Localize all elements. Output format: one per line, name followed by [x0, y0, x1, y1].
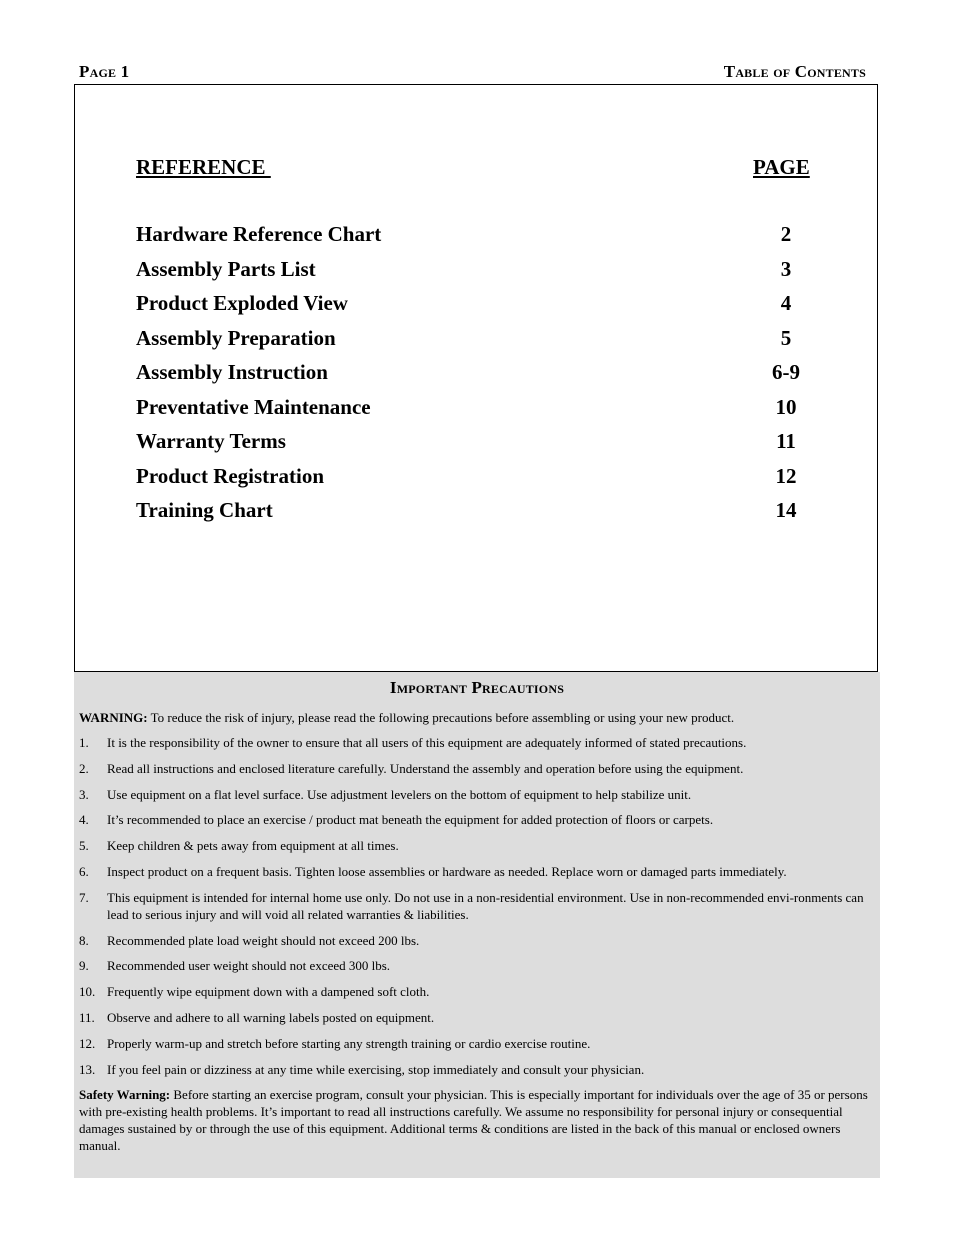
- toc-entry-page: 14: [775, 498, 797, 522]
- precaution-number: 11.: [79, 1009, 95, 1025]
- toc-entry: [136, 291, 836, 326]
- toc-entry-page: 10: [775, 394, 797, 419]
- toc-entry-page: 11: [776, 429, 796, 453]
- precaution-text: Properly warm-up and stretch before starting any strength training or cardio exercise routine.: [107, 1035, 591, 1051]
- toc-entry: [136, 222, 836, 257]
- important-precautions-box: [74, 672, 880, 1178]
- precaution-item: [74, 786, 874, 803]
- toc-entry-label: Product Registration: [136, 463, 325, 488]
- safety-warning-paragraph: [79, 1086, 879, 1154]
- precaution-text: Read all instructions and enclosed literature carefully. Understand the assembly and operation before using the equipment.: [107, 760, 744, 776]
- precaution-item: [74, 983, 874, 1000]
- toc-entry-label: Preventative Maintenance: [136, 394, 371, 419]
- precaution-text: If you feel pain or dizziness at any time while exercising, stop immediately and consult your physician.: [107, 1061, 645, 1077]
- toc-entry-label: Product Exploded View: [136, 291, 348, 315]
- toc-entry-page: 6-9: [772, 360, 800, 384]
- toc-entry: [136, 429, 836, 464]
- toc-entry-label: Hardware Reference Chart: [136, 222, 382, 246]
- toc-entry-page: 4: [780, 291, 792, 315]
- precaution-number: 3.: [79, 786, 89, 802]
- precautions-list: [74, 734, 874, 1086]
- toc-entry-label: Assembly Parts List: [136, 256, 316, 281]
- toc-entry: [136, 498, 836, 533]
- precaution-item: [74, 863, 874, 880]
- precaution-number: 13.: [79, 1061, 96, 1077]
- page-number-header: Page 1: [79, 62, 130, 81]
- toc-entry: [136, 464, 836, 499]
- precaution-text: Keep children & pets away from equipment at all times.: [107, 838, 399, 854]
- precaution-item: [74, 889, 874, 923]
- precaution-text: Observe and adhere to all warning labels posted on equipment.: [107, 1009, 435, 1025]
- precaution-number: 6.: [79, 863, 89, 879]
- precaution-text: It’s recommended to place an exercise / product mat beneath the equipment for added protection of floors or carpets.: [107, 812, 714, 828]
- toc-entry-page: 5: [780, 325, 792, 350]
- precaution-number: 8.: [79, 932, 89, 948]
- reference-column-heading: REFERENCE: [136, 155, 271, 179]
- warning-text: To reduce the risk of injury, please read the following precautions before assembling or using your new product.: [147, 710, 735, 725]
- warning-label: WARNING:: [79, 710, 148, 725]
- precaution-item: [74, 1009, 874, 1026]
- precaution-text: Recommended user weight should not exceed 300 lbs.: [107, 958, 391, 974]
- precaution-number: 10.: [79, 984, 96, 1000]
- precaution-item: [74, 932, 874, 949]
- toc-entry-label: Training Chart: [136, 498, 273, 522]
- toc-entry-label: Assembly Preparation: [136, 325, 336, 350]
- toc-entry-label: Assembly Instruction: [136, 360, 328, 384]
- toc-entry: [136, 395, 836, 430]
- precaution-text: This equipment is intended for internal home use only. Do not use in a non-residential environment. Use in non-recommended envi-ronments can lead to serious injury and will void all related warranties & liabilities.: [107, 889, 864, 922]
- precaution-number: 1.: [79, 735, 89, 750]
- precaution-text: Recommended plate load weight should not exceed 200 lbs.: [107, 932, 420, 948]
- precaution-item: [74, 1035, 874, 1052]
- toc-entry-page: 3: [780, 256, 792, 281]
- precaution-number: 5.: [79, 838, 89, 854]
- precaution-item: [74, 811, 874, 828]
- toc-entry-page: 12: [775, 463, 797, 488]
- precaution-number: 9.: [79, 958, 89, 974]
- toc-entry: [136, 360, 836, 395]
- toc-entry-page: 2: [780, 222, 792, 246]
- toc-entry: [136, 326, 836, 361]
- warning-paragraph: [79, 709, 734, 726]
- toc-list: [136, 222, 836, 533]
- toc-entry-label: Warranty Terms: [136, 429, 286, 453]
- section-title-header: Table of Contents: [723, 62, 866, 81]
- precaution-item: [74, 957, 874, 974]
- precaution-text: Frequently wipe equipment down with a dampened soft cloth.: [107, 984, 430, 1000]
- precaution-item: [74, 760, 874, 777]
- table-of-contents-box: [74, 84, 878, 672]
- precaution-item: [74, 734, 874, 751]
- precaution-item: [74, 1061, 874, 1078]
- toc-entry: [136, 257, 836, 292]
- precaution-number: 7.: [79, 889, 89, 905]
- safety-warning-label: Safety Warning:: [79, 1087, 171, 1102]
- page-column-heading: PAGE: [753, 155, 810, 179]
- precaution-text: It is the responsibility of the owner to ensure that all users of this equipment are adequately informed of stated precautions.: [107, 735, 747, 750]
- safety-warning-text: Before starting an exercise program, consult your physician. This is especially important for individuals over the age of 35 or persons with pre-existing health problems. It’s important to read all instructions carefully. We assume no responsibility for personal injury or consequential damages sustained by or through the use of this equipment. Additional terms & conditions are listed in the back of this manual or enclosed owners manual.: [79, 1087, 868, 1153]
- precaution-number: 4.: [79, 812, 89, 828]
- precautions-title: Important Precautions: [389, 678, 565, 697]
- precaution-item: [74, 837, 874, 854]
- precaution-text: Use equipment on a flat level surface. Use adjustment levelers on the bottom of equipment to help stabilize unit.: [107, 786, 692, 802]
- precaution-number: 12.: [79, 1035, 96, 1051]
- precaution-text: Inspect product on a frequent basis. Tighten loose assemblies or hardware as needed. Replace worn or damaged parts immediately.: [107, 863, 787, 879]
- precaution-number: 2.: [79, 760, 89, 776]
